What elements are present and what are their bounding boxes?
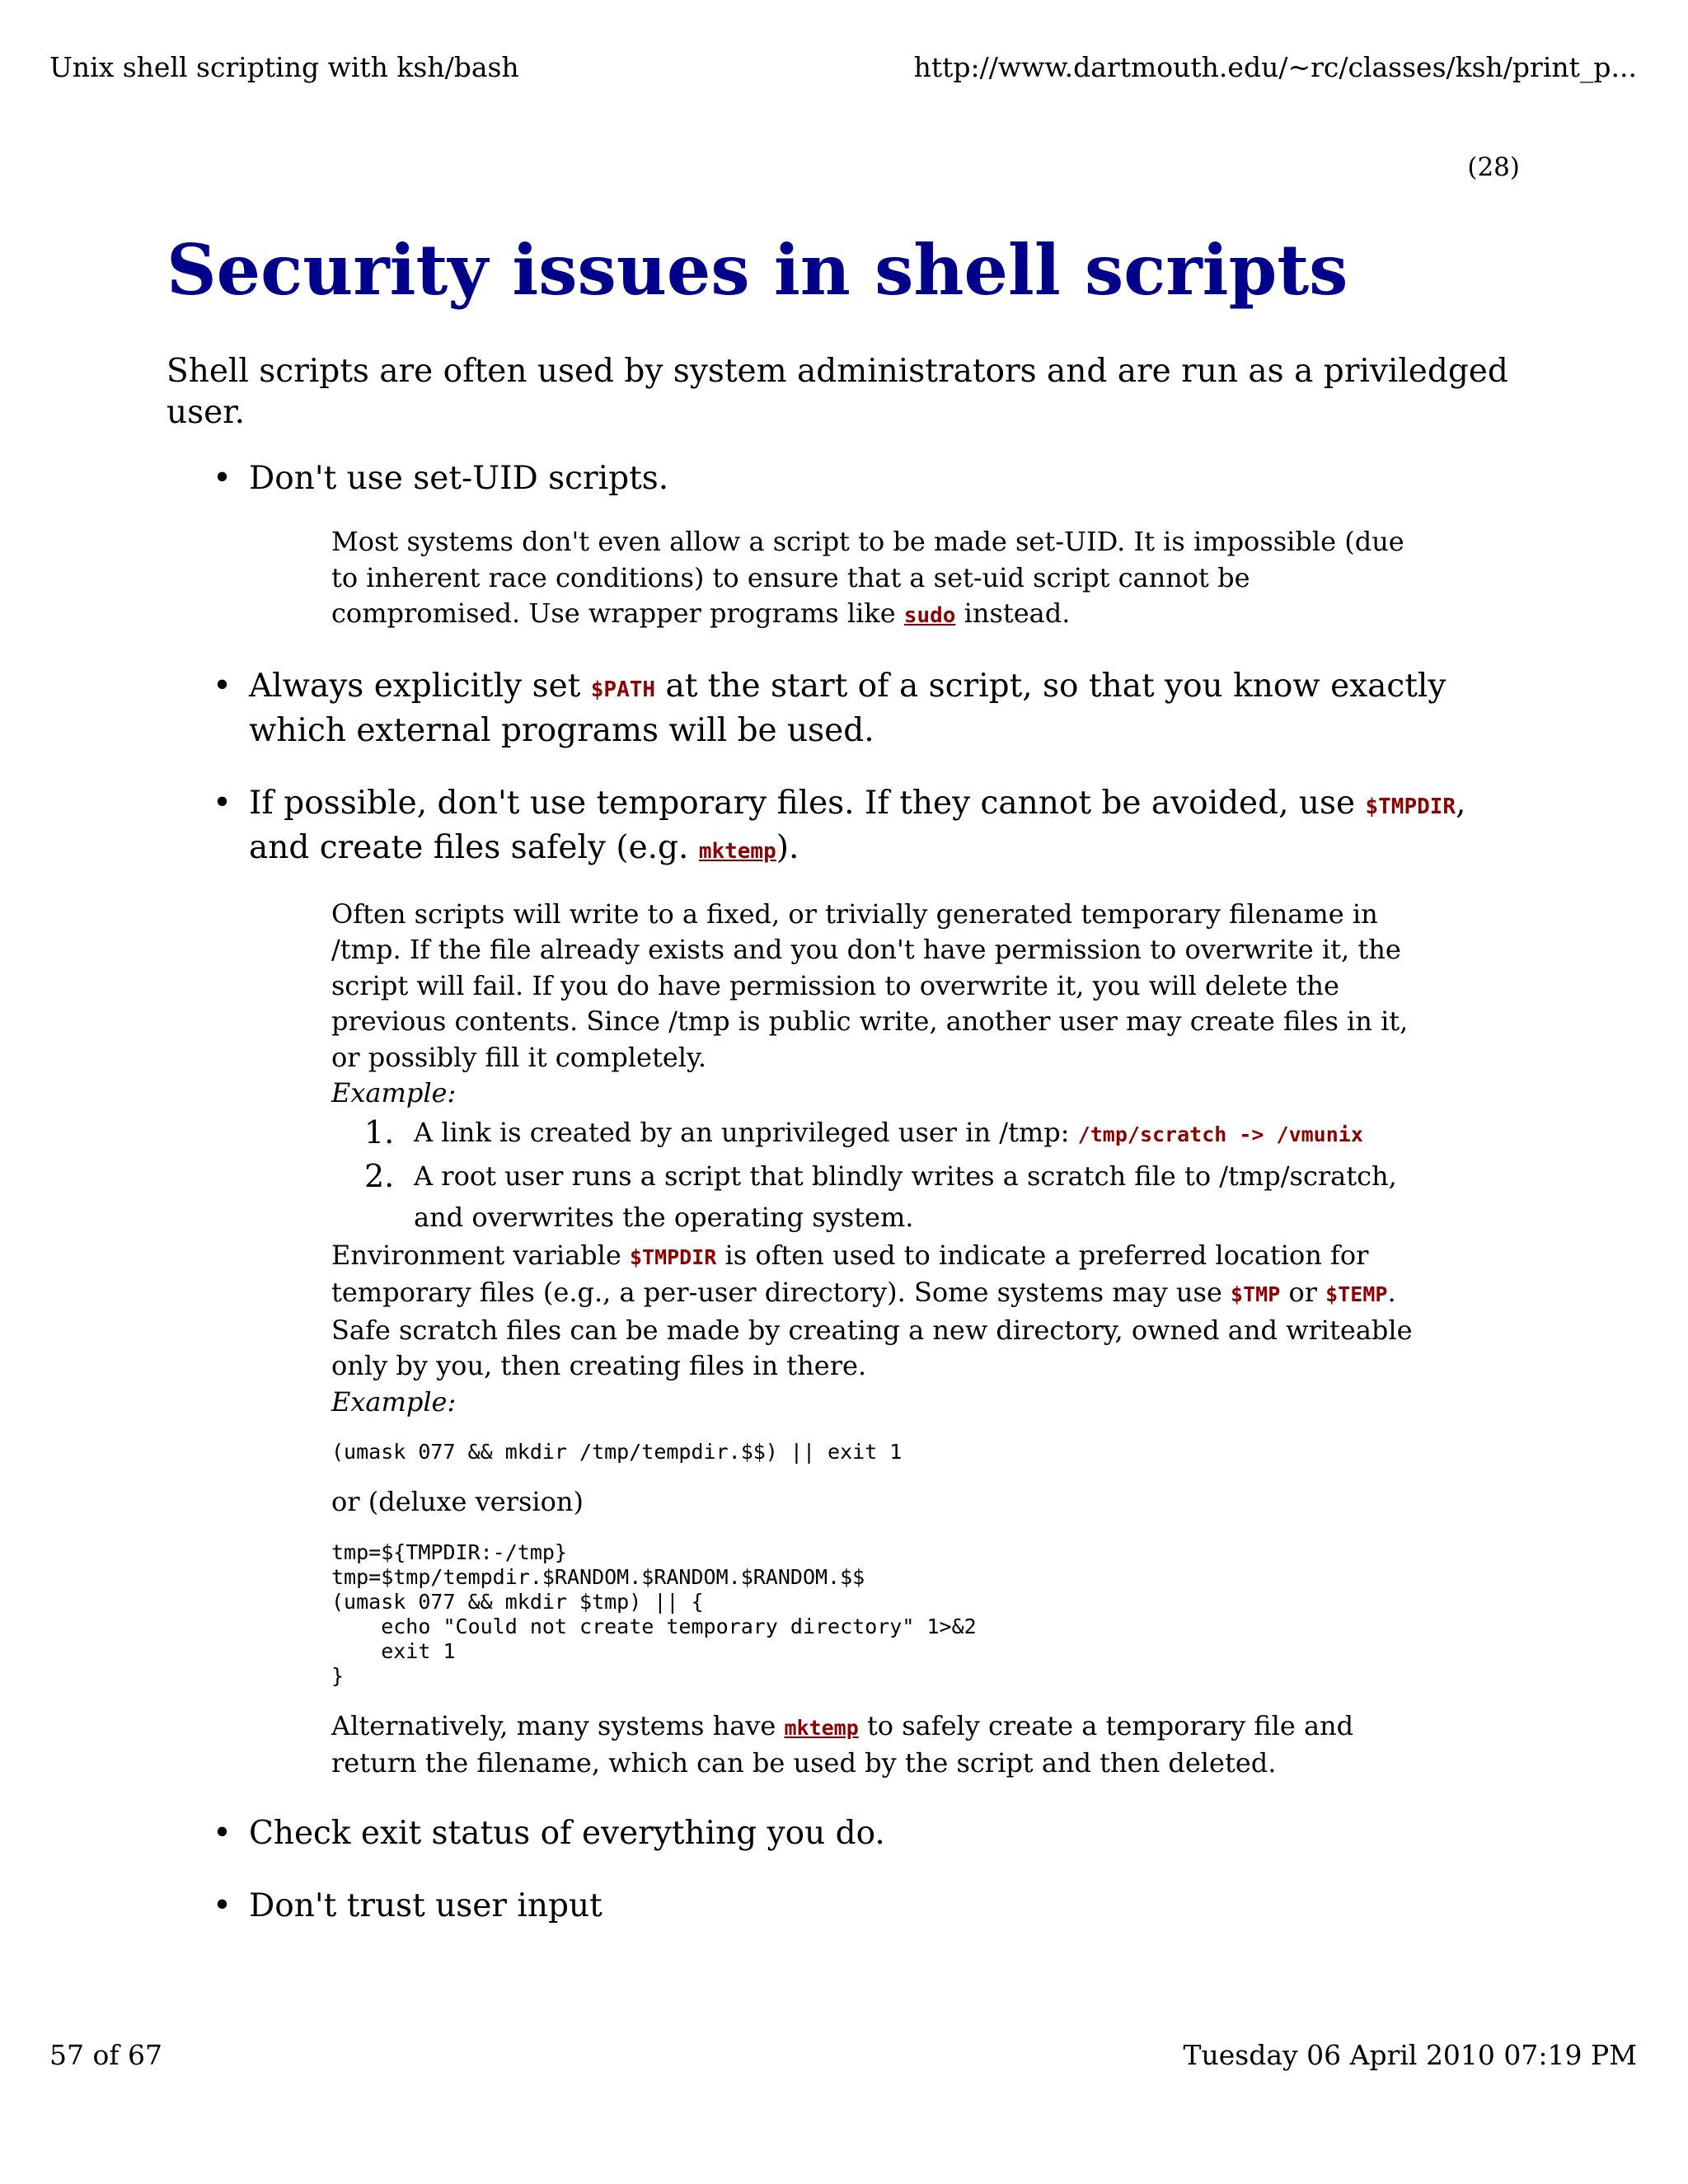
alternative-paragraph (331, 1708, 1436, 1782)
detail-text: instead. (955, 598, 1071, 629)
list-item-tempfiles (166, 783, 1518, 1782)
item-text: at the start of a script, so that you know exactly which external programs will be used. (249, 667, 1447, 749)
bullet-icon: • (213, 784, 232, 822)
slide-number: (28) (1467, 152, 1520, 182)
item-text: Don't use set-UID scripts. (249, 460, 669, 497)
list-item-path (166, 666, 1518, 752)
tmpdir-variable: $TMPDIR (1365, 794, 1456, 819)
step-code: /tmp/scratch -> /vmunix (1077, 1122, 1363, 1146)
print-header-title: Unix shell scripting with ksh/bash (49, 51, 519, 83)
page-title: Security issues in shell scripts (166, 229, 1348, 311)
mktemp-link[interactable]: mktemp (784, 1715, 859, 1740)
bullet-list (166, 458, 1518, 1927)
step-number: 2. (364, 1157, 395, 1194)
step-text: A root user runs a script that blindly writes a scratch file to /tmp/scratch, and overwrites the operating system. (414, 1160, 1397, 1233)
env-text: . Safe scratch files can be made by creating a new directory, owned and writeable only by you, then creating files in there. (331, 1277, 1413, 1381)
item-text: , and create files safely (e.g. (249, 784, 1466, 866)
env-paragraph (331, 1238, 1436, 1385)
item-text: Check exit status of everything you do. (249, 1814, 885, 1852)
deluxe-label: or (deluxe version) (331, 1486, 584, 1517)
bullet-icon: • (213, 460, 232, 497)
example-label-2 (331, 1385, 1436, 1421)
detail-paragraph: Often scripts will write to a fixed, or trivially generated temporary filename in /tmp. If the file already exists and you don't have permission to overwrite it, the script will fail. If you do have permission to overwrite it, you will delete the previous contents. Since /tmp is public write, another user may create files in it, or possibly fill it completely. (331, 898, 1409, 1073)
env-text: is often used to indicate a preferred location for temporary files (e.g., a per-user directory). Some systems may use (331, 1239, 1369, 1308)
step-text: A link is created by an unprivileged user in /tmp: (414, 1116, 1078, 1148)
mktemp-link[interactable]: mktemp (698, 838, 776, 864)
bullet-icon: • (213, 667, 232, 705)
print-footer-timestamp: Tuesday 06 April 2010 07:19 PM (1183, 2039, 1637, 2071)
step-number: 1. (364, 1113, 395, 1151)
item-text: ). (776, 828, 799, 866)
setuid-detail (331, 524, 1436, 635)
tmp-code: $TMP (1231, 1282, 1281, 1306)
alt-text: to safely create a temporary file and return the filename, which can be used by the script and then deleted. (331, 1709, 1354, 1779)
list-item-user-input (166, 1886, 1518, 1927)
tempfiles-detail (331, 897, 1436, 1782)
item-text: Don't trust user input (249, 1886, 603, 1924)
item-text: If possible, don't use temporary files. If they cannot be avoided, use (249, 784, 1366, 822)
example-label (331, 1076, 1436, 1112)
code-block-deluxe: tmp=${TMPDIR:-/tmp} tmp=$tmp/tempdir.$RANDOM.$RANDOM.$RANDOM.$$ (umask 077 && mkdir $tmp) || { echo "Could not create temporary directory" 1>&2 exit 1 } (331, 1540, 977, 1688)
bullet-icon: • (213, 1814, 232, 1852)
list-item-setuid (166, 458, 1518, 635)
sudo-link[interactable]: sudo (903, 603, 956, 628)
example-steps (331, 1112, 1436, 1238)
list-item-exit-status (166, 1813, 1518, 1854)
example-label-text: Example: (331, 1077, 457, 1108)
temp-code: $TEMP (1325, 1282, 1388, 1306)
env-text: or (1280, 1277, 1326, 1308)
item-text: Always explicitly set (249, 667, 591, 705)
example-step (331, 1112, 1436, 1155)
bullet-icon: • (213, 1886, 232, 1924)
print-header-url: http://www.dartmouth.edu/~rc/classes/ksh/print_p... (913, 51, 1637, 83)
detail-text: Most systems don't even allow a script to be made set-UID. It is impossible (due to inherent race conditions) to ensure that a set-uid script cannot be compromised. Use wrapper programs like (331, 526, 1404, 629)
code-block-simple: (umask 077 && mkdir /tmp/tempdir.$$) || exit 1 (331, 1440, 903, 1464)
print-footer-page: 57 of 67 (49, 2039, 163, 2071)
alt-text: Alternatively, many systems have (331, 1709, 785, 1741)
intro-paragraph: Shell scripts are often used by system administrators and are run as a priviledged user. (166, 353, 1508, 431)
path-variable: $PATH (590, 677, 656, 702)
slide-content (166, 221, 1518, 1927)
example-step (331, 1155, 1436, 1238)
example-label-text: Example: (331, 1385, 457, 1418)
env-text: Environment variable (331, 1239, 630, 1271)
tmpdir-code: $TMPDIR (629, 1244, 717, 1269)
